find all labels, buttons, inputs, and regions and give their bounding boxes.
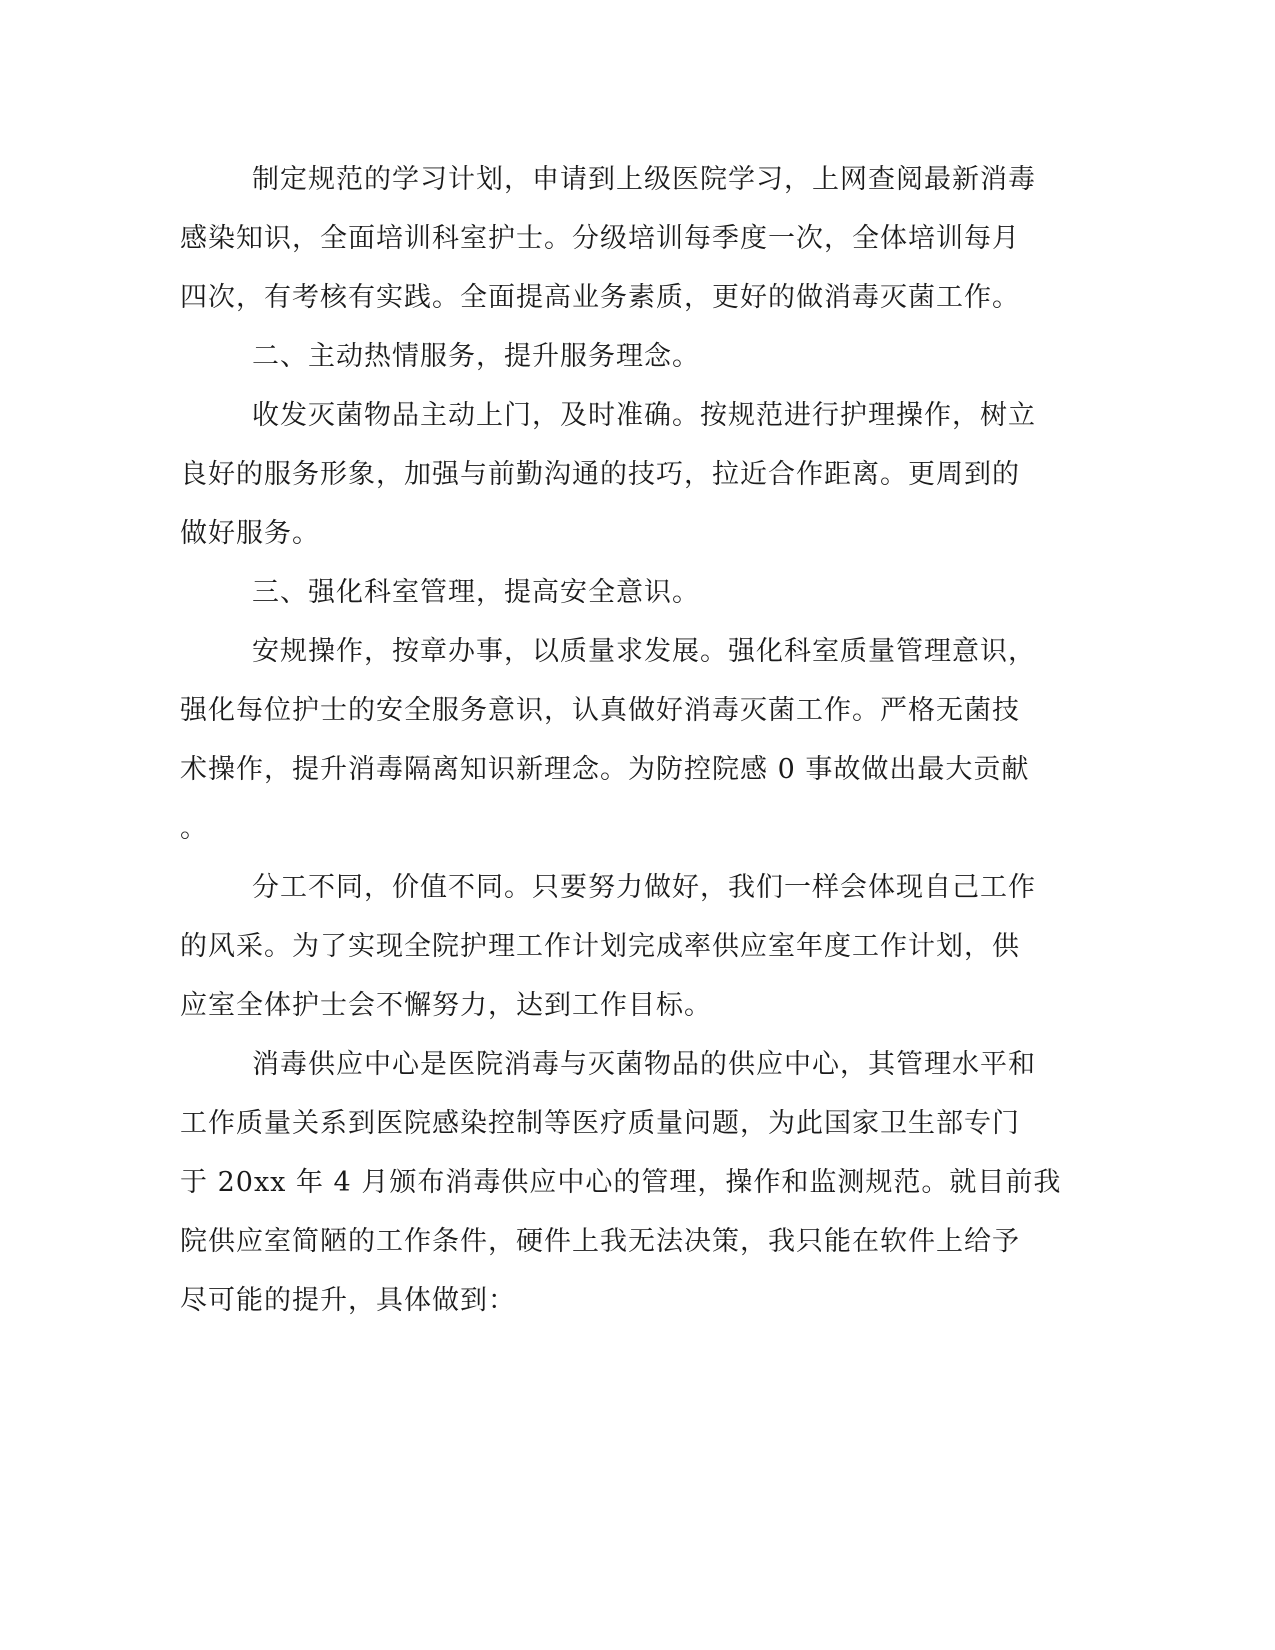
paragraph-line: 消毒供应中心是医院消毒与灭菌物品的供应中心，其管理水平和 bbox=[252, 1049, 1036, 1080]
paragraph-line: 安规操作，按章办事，以质量求发展。强化科室质量管理意识， bbox=[252, 636, 1036, 667]
paragraph-line: 工作质量关系到医院感染控制等医疗质量问题，为此国家卫生部专门 bbox=[180, 1108, 1020, 1139]
paragraph-line: 分工不同，价值不同。只要努力做好，我们一样会体现自己工作 bbox=[252, 872, 1036, 903]
paragraph-line: 强化每位护士的安全服务意识，认真做好消毒灭菌工作。严格无菌技 bbox=[180, 695, 1020, 726]
paragraph-line: 良好的服务形象，加强与前勤沟通的技巧，拉近合作距离。更周到的 bbox=[180, 459, 1020, 490]
section-heading: 二、主动热情服务，提升服务理念。 bbox=[252, 341, 700, 372]
paragraph-line: 院供应室简陋的工作条件，硬件上我无法决策，我只能在软件上给予 bbox=[180, 1226, 1020, 1257]
paragraph-line: 。 bbox=[180, 813, 208, 844]
section-heading: 三、强化科室管理，提高安全意识。 bbox=[252, 577, 700, 608]
paragraph-line: 尽可能的提升，具体做到： bbox=[180, 1285, 516, 1316]
paragraph-line: 术操作，提升消毒隔离知识新理念。为防控院感 0 事故做出最大贡献 bbox=[180, 754, 1030, 785]
paragraph-line: 收发灭菌物品主动上门，及时准确。按规范进行护理操作，树立 bbox=[252, 400, 1036, 431]
paragraph-line: 四次，有考核有实践。全面提高业务素质，更好的做消毒灭菌工作。 bbox=[180, 282, 1020, 313]
paragraph-line: 感染知识，全面培训科室护士。分级培训每季度一次，全体培训每月 bbox=[180, 223, 1020, 254]
paragraph-line: 的风采。为了实现全院护理工作计划完成率供应室年度工作计划，供 bbox=[180, 931, 1020, 962]
paragraph-line: 制定规范的学习计划，申请到上级医院学习，上网查阅最新消毒 bbox=[252, 164, 1036, 195]
paragraph-line: 于 20xx 年 4 月颁布消毒供应中心的管理，操作和监测规范。就目前我 bbox=[180, 1167, 1062, 1198]
paragraph-line: 做好服务。 bbox=[180, 518, 320, 549]
paragraph-line: 应室全体护士会不懈努力，达到工作目标。 bbox=[180, 990, 712, 1021]
